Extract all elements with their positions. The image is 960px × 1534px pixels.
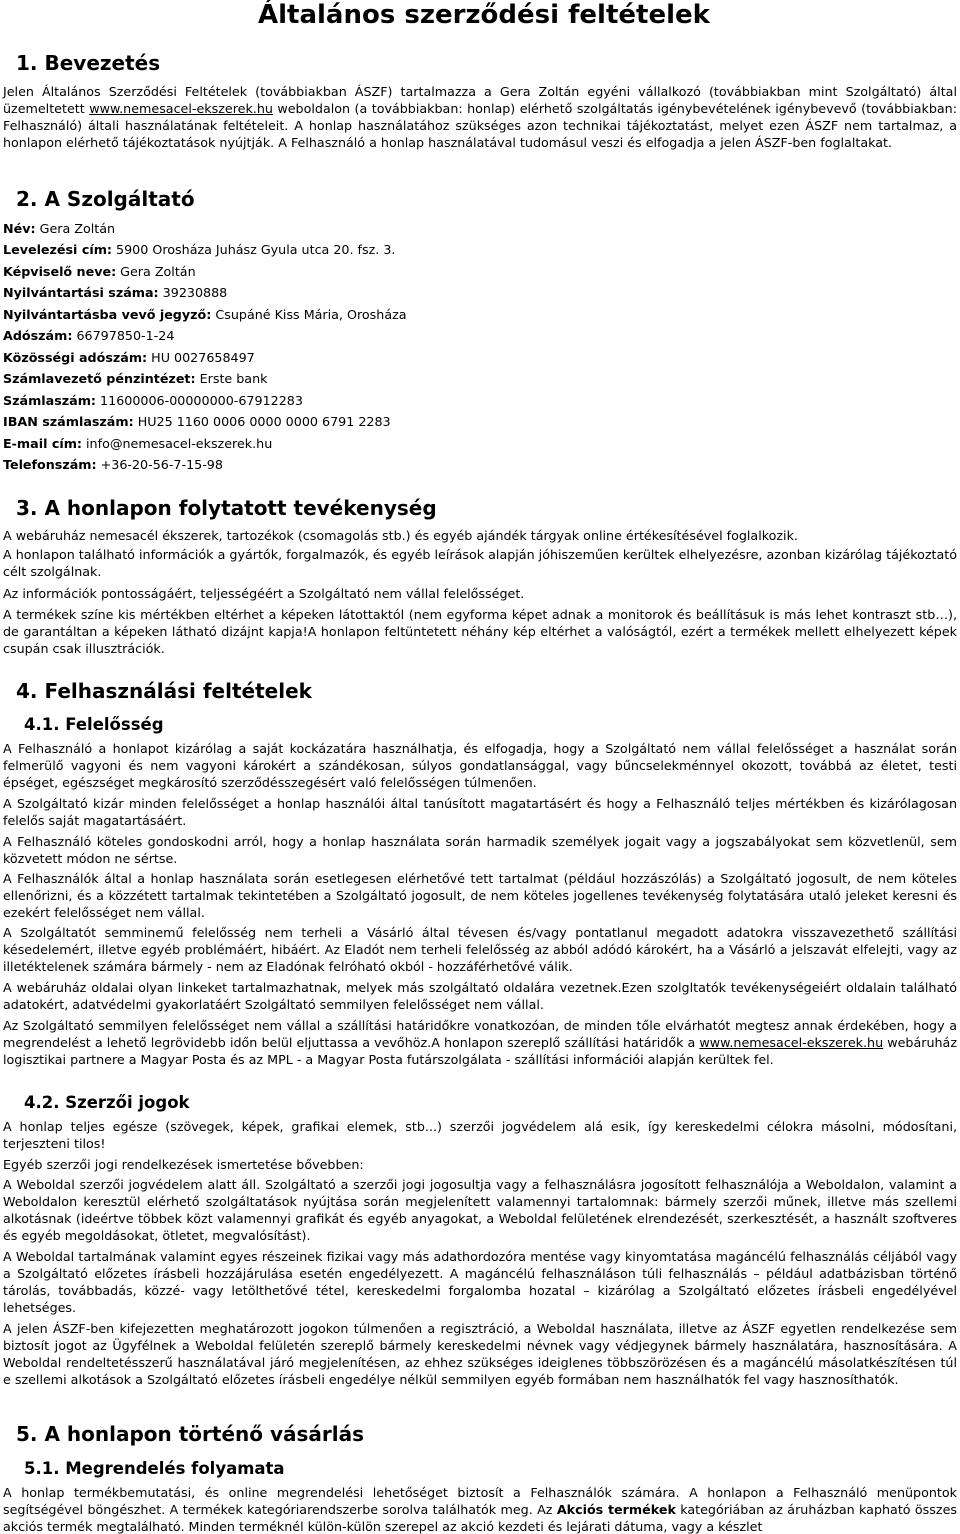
- detail-label: Adószám:: [3, 328, 73, 343]
- detail-label: Nyilvántartási száma:: [3, 285, 159, 300]
- liability-paragraph-5: A Szolgáltatót semminemű felelősség nem terheli a Vásárló által tévesen és/vagy pontatlanul megadott adatokra visszavezethető szállítási késedelemért, illetve egyéb problémáért, hibáért. Az Eladót nem terheli felelősség az abból adódó károkért, ha a Vásárló a jelszavát elfelejti, vagy az illetéktelenek számára bármely - nem az Eladónak felróható okból - hozzáférhetővé válik.: [3, 925, 957, 975]
- detail-label: Telefonszám:: [3, 457, 97, 472]
- section-4-1-heading: 4.1. Felelősség: [24, 715, 164, 734]
- section-1-heading: 1. Bevezetés: [16, 51, 161, 75]
- detail-row: [3, 241, 395, 258]
- section-1-text-a: Jelen Általános Szerződési Feltételek (továbbiakban ÁSZF) tartalmazza a Gera Zoltán egyéni vállalkozó (továbbiakban mint Szolgáltató) által üzemeltetett: [3, 84, 957, 117]
- section-4-2-heading: 4.2. Szerzői jogok: [24, 1093, 190, 1112]
- detail-value: HU25 1160 0006 0000 0000 6791 2283: [133, 414, 391, 429]
- detail-value: 5900 Orosháza Juhász Gyula utca 20. fsz. 3.: [112, 242, 396, 257]
- liability-paragraph-6: A webáruház oldalai olyan linkeket tartalmazhatnak, melyek más szolgáltató oldalára vezetnek.Ezen szolgltatók tevékenységeiért oldalain található adatokért, adatvédelmi gyakorlatáért Szolgáltató semmilyen felelősséget nem vállal.: [3, 980, 957, 1013]
- sale-products-label: Akciós termékek: [556, 1502, 676, 1518]
- section-1-paragraph: [3, 83, 957, 151]
- section-3-paragraph-3: Az információk pontosságáért, teljességéért a Szolgáltató nem vállal felelősséget.: [3, 586, 525, 601]
- detail-label: Képviselő neve:: [3, 264, 117, 279]
- section-5-1-heading: 5.1. Megrendelés folyamata: [24, 1459, 285, 1478]
- detail-row: [3, 284, 227, 301]
- liability-paragraph-2: A Szolgáltató kizár minden felelősséget a honlap használói által tanúsított magatartásért és hogy a Felhasználó teljes mértékben és kizárólagosan felelős saját magatartásáért.: [3, 796, 957, 829]
- detail-row: [3, 327, 174, 344]
- section-3-paragraph-2: A honlapon található információk a gyártók, forgalmazók, és egyéb leírások alapján jóhiszeműen kerültek elhelyezésre, azonban kizárólag tájékoztató célt szolgálnak.: [3, 547, 957, 580]
- liability-text-b: webáruház logisztikai partnere a Magyar Posta és az MPL - a Magyar Posta futárszolgálata - szállítási információi alapján kerültek fel.: [3, 1035, 957, 1068]
- detail-value: Erste bank: [195, 371, 268, 386]
- website-link[interactable]: www.nemesacel-ekszerek.hu: [89, 101, 273, 117]
- detail-label: Számlavezető pénzintézet:: [3, 371, 196, 386]
- section-4-heading: 4. Felhasználási feltételek: [16, 679, 312, 703]
- document-title: Általános szerződési feltételek: [258, 0, 710, 30]
- detail-value: 39230888: [158, 285, 228, 300]
- order-process-paragraph: [3, 1484, 957, 1534]
- section-3-heading: 3. A honlapon folytatott tevékenység: [16, 496, 437, 520]
- section-3-paragraph-1: A webáruház nemesacél ékszerek, tartozékok (csomagolás stb.) és egyéb ajándék tárgyak online értékesítésével foglalkozik.: [3, 528, 798, 543]
- detail-row: [3, 263, 196, 280]
- section-5-heading: 5. A honlapon történő vásárlás: [16, 1422, 365, 1446]
- copyright-paragraph-2: Egyéb szerzői jogi rendelkezések ismertetése bővebben:: [3, 1157, 364, 1172]
- detail-row: [3, 370, 267, 387]
- detail-label: Név:: [3, 221, 36, 236]
- detail-label: Nyilvántartásba vevő jegyző:: [3, 307, 212, 322]
- detail-label: IBAN számlaszám:: [3, 414, 134, 429]
- copyright-paragraph-3: A Weboldal szerzői jogvédelem alatt áll. Szolgáltató a szerzői jogi jogosultja vagy a felhasználásra jogosított felhasználója a Weboldalon, valamint a Weboldalon keresztül elérhető szolgáltatások nyújtása során megjelenített valamennyi tartalomnak: bármely szerzői műnek, illetve más szellemi alkotásnak (ideértve többek közt valamennyi grafikát és egyéb anyagokat, a Weboldal felületének elrendezését, szerkesztését, a használt szoftveres és egyéb megoldásokat, ötletet, megvalósítást).: [3, 1177, 957, 1244]
- detail-value: Gera Zoltán: [35, 221, 116, 236]
- section-3-paragraph-4: A termékek színe kis mértékben eltérhet a képeken látottaktól (nem egyforma képet adnak a monitorok és beállításuk is más lehet kontraszt stb…), de garantáltan a képeken látható dizájnt kapja!A honlapon feltüntetett néhány kép eltérhet a valóságtól, ezért a termékek mellett elhelyezett képek csupán csak illusztrációk.: [3, 607, 957, 657]
- order-text-a: A honlap termékbemutatási, és online megrendelési lehetőséget biztosít a Felhasználók számára. A honlapon a Felhasználó menüpontok segítségével böngészhet. A termékek kategóriarendszerbe sorolva találhatók meg. Az: [3, 1485, 957, 1518]
- detail-value: Gera Zoltán: [116, 264, 196, 279]
- detail-row: [3, 413, 391, 430]
- detail-value: Csupáné Kiss Mária, Orosháza: [211, 307, 407, 322]
- detail-row: [3, 349, 255, 366]
- detail-row: [3, 306, 407, 323]
- detail-label: E-mail cím:: [3, 436, 82, 451]
- copyright-paragraph-1: A honlap teljes egésze (szövegek, képek, grafikai elemek, stb...) szerzői jogvédelem alá esik, így kereskedelmi célokra másolni, módosítani, terjeszteni tilos!: [3, 1119, 957, 1152]
- detail-value: HU 0027658497: [147, 350, 255, 365]
- liability-text-a: Az Szolgáltató semmilyen felelősséget nem vállal a szállítási határidőkre vonatkozóan, de minden tőle elvárhatót megtesz annak érdekében, hogy a megrendelést a lehető legrövidebb időn belül eljuttassa a vevőhöz.A honlapon szereplő szállítási határidők a: [3, 1018, 957, 1051]
- detail-row: [3, 220, 115, 237]
- detail-label: Közösségi adószám:: [3, 350, 148, 365]
- order-text-b: kategóriában az áruházban kapható összes akciós termék megtalálható. Minden terméknél külön-külön szerepel az akció kezdeti és lejárati dátuma, vagy a készlet: [3, 1502, 957, 1534]
- detail-row: [3, 456, 223, 473]
- detail-value: 66797850-1-24: [72, 328, 175, 343]
- liability-paragraph-3: A Felhasználó köteles gondoskodni arról, hogy a honlap használata során harmadik személyek jogait vagy a jogszabályokat sem közvetlenül, sem közvetett módon ne sértse.: [3, 834, 957, 867]
- copyright-paragraph-5: A jelen ÁSZF-ben kifejezetten meghatározott jogokon túlmenően a regisztráció, a Weboldal használata, illetve az ÁSZF egyetlen rendelkezése sem biztosít jogot az Ügyfélnek a Weboldal felületén szereplő bármely kereskedelmi névnek vagy védjegynek bármely használatára, hasznosítására. A Weboldal rendeltetésszerű használatával járó megjelenítésen, az ehhez szükséges ideiglenes többszörözésen és a magáncélú másolatkészítésen túl e szellemi alkotások a Szolgáltató előzetes írásbeli engedélye nélkül semmilyen egyéb formában nem használhatók fel vagy hasznosíthatók.: [3, 1321, 957, 1388]
- copyright-paragraph-4: A Weboldal tartalmának valamint egyes részeinek fizikai vagy más adathordozóra mentése vagy kinyomtatása magáncélú felhasználás céljából vagy a Szolgáltató előzetes írásbeli hozzájárulása esetén engedélyezett. A magáncélú felhasználáson túli felhasználás – például adatbázisban történő tárolás, továbbadás, közzé- vagy letölthetővé tétel, kereskedelmi forgalomba hozatal – kizárólag a Szolgáltató előzetes írásbeli engedélyével lehetséges.: [3, 1249, 957, 1316]
- detail-label: Számlaszám:: [3, 393, 97, 408]
- liability-paragraph-4: A Felhasználók által a honlap használata során esetlegesen elérhetővé tett tartalmat (például hozzászólás) a Szolgáltató jogosult, de nem köteles ellenőrizni, és a közzétett tartalmak tekintetében a Szolgáltató jogosult, de nem köteles jogellenes tevékenység folytatására utaló jeleket keresni és ezekért felelősséget nem vállal.: [3, 871, 957, 921]
- detail-row: [3, 392, 303, 409]
- detail-row: [3, 435, 272, 452]
- liability-paragraph-7: [3, 1017, 957, 1068]
- section-1-text-b: weboldalon (a továbbiakban: honlap) elérhető szolgáltatás igénybevételének igénybevevő (továbbiakban: Felhasználó) általi használatának feltételeit. A honlap használatához szükséges azon technikai tájékoztatást, melyet ezen ÁSZF nem tartalmaz, a honlapon elérhető tájékoztatások nyújtják. A Felhasználó a honlap használatával tudomásul veszi és elfogadja a jelen ÁSZF-ben foglaltakat.: [3, 101, 957, 151]
- detail-value: 11600006-00000000-67912283: [96, 393, 303, 408]
- website-link[interactable]: www.nemesacel-ekszerek.hu: [699, 1035, 884, 1051]
- section-2-heading: 2. A Szolgáltató: [16, 187, 195, 211]
- detail-label: Levelezési cím:: [3, 242, 112, 257]
- detail-value: +36-20-56-7-15-98: [96, 457, 223, 472]
- detail-value: info@nemesacel-ekszerek.hu: [82, 436, 273, 451]
- liability-paragraph-1: A Felhasználó a honlapot kizárólag a saját kockázatára használhatja, és elfogadja, hogy a Szolgáltató nem vállal felelősséget a használat során felmerülő vagyoni és nem vagyoni károkért a szándékosan, súlyos gondatlansággal, vagy bűncselekménnyel okozott, továbbá az életet, testi épséget, egészséget megkárosító szerződésszegésért való felelősségen túlmenően.: [3, 741, 957, 791]
